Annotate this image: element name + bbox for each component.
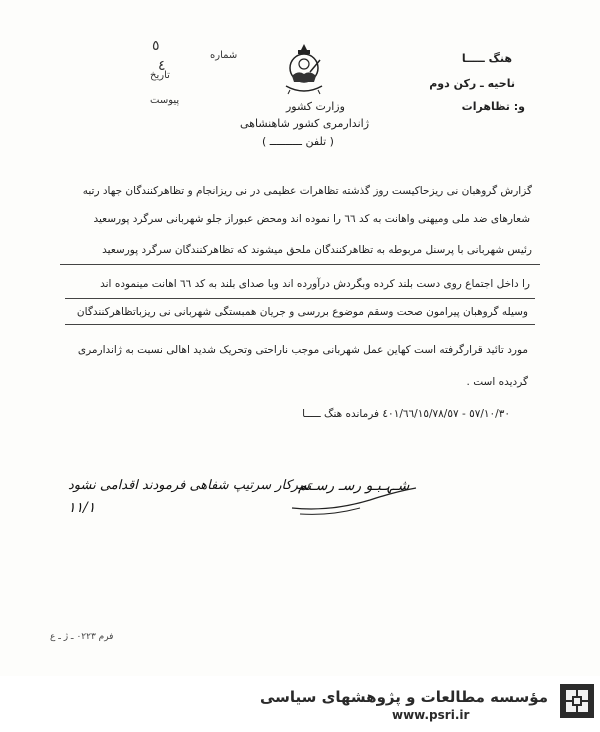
reference-line: ٥٧/١٠/٣٠ - ٤٠١/٦٦/١٥/٧٨/٥٧ فرمانده هنگ ـــــا: [302, 408, 510, 420]
body-line-2: شعارهای ضد ملی ومیهنی واهانت به کد ٦٦ را نموده اند ومحض عبوراز جلو شهربانی سرگرد پورسعید: [93, 213, 530, 225]
number-label: شماره: [210, 50, 238, 61]
margin-note: سرکار سرتیپ شفاهی فرمودند اقدامی نشود: [68, 478, 310, 493]
underline-3: [65, 324, 535, 325]
body-line-7: گردیده است .: [466, 376, 528, 388]
mark-1: ٥: [152, 38, 160, 54]
district-label: ناحیه ـ رکن دوم: [429, 77, 515, 90]
institute-website: www.psri.ir: [392, 708, 470, 722]
institute-logo-icon: [560, 684, 594, 718]
attachment-label: پیوست: [150, 95, 180, 106]
form-code: فرم ٠٢٢٣ ـ ژ ـ ع: [50, 632, 114, 642]
subject-label: و: تظاهرات: [461, 100, 525, 113]
ministry-label: وزارت کشور: [286, 100, 345, 113]
underline-2: [65, 298, 535, 299]
body-line-3: رئیس شهربانی با پرسنل مربوطه به تظاهرکنندگان ملحق میشوند که تظاهرکنندگان سرگرد پورسعید: [102, 244, 532, 256]
lion-and-sun-emblem-icon: [280, 42, 328, 98]
body-line-6: مورد تائید قرارگرفته است کهاین عمل شهربانی موجب ناراحتی وتحریک شدید اهالی نسبت به ژاندارمری: [77, 344, 528, 356]
mark-2: ٤: [158, 58, 166, 74]
body-line-1: گزارش گروهبان نی ریزحاکیست روز گذشته تظاهرات عظیمی در نی ریزانجام و تظاهرکنندگان جهاد رتبه: [82, 185, 532, 197]
margin-date: ١١/١: [68, 500, 96, 516]
gendarmerie-label: ژاندارمری کشور شاهنشاهی: [240, 117, 370, 130]
signature: شـہـبـو رسـ رسـتم: [298, 478, 410, 494]
institute-name: مؤسسه مطالعات و پژوهشهای سیاسی: [259, 688, 548, 706]
underline-1: [60, 264, 540, 265]
unit-label: هنگ ـــــا: [461, 52, 512, 65]
body-line-5: وسیله گروهبان پیرامون صحت وسقم موضوع بررسی و جریان همبستگی شهربانی نی ریزباتظاهرکنندگان: [76, 306, 528, 318]
date-label: تاریخ: [150, 70, 170, 81]
phone-label: ( تلفن ــــــــــ ): [262, 135, 334, 148]
body-line-4: را داخل اجتماع روی دست بلند کرده وبگردش درآورده اند وبا صدای بلند به کد ٦٦ اهانت مینموده اند: [100, 278, 530, 290]
